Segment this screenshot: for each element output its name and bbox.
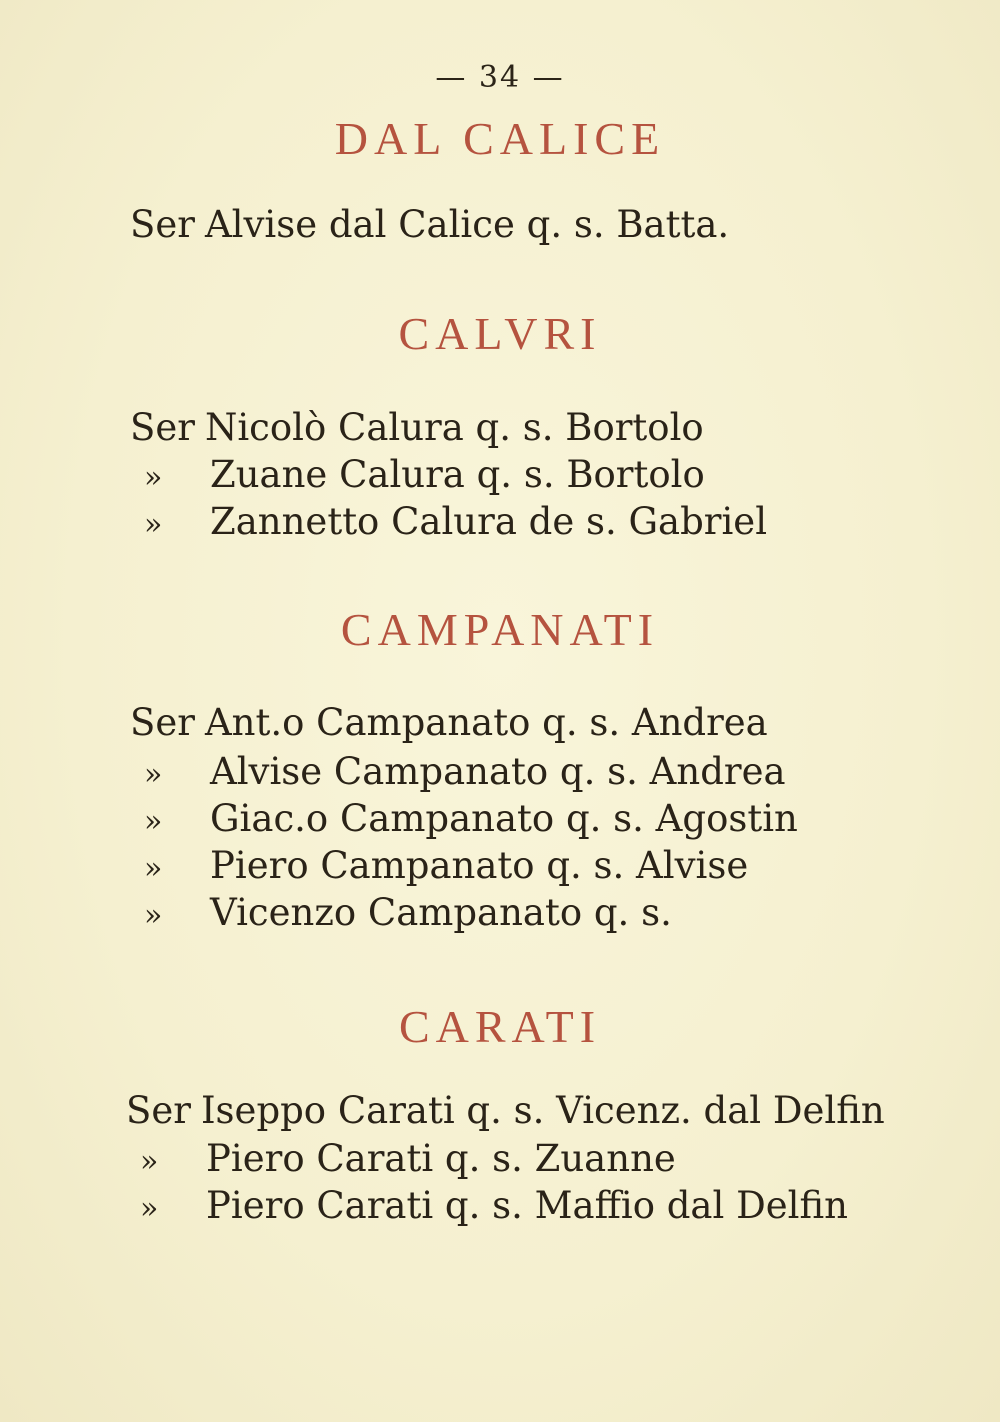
entry-name: Zannetto Calura de s. Gabriel	[210, 500, 768, 543]
section-heading-carati: CARATI	[398, 1001, 602, 1052]
entry-prefix: Ser	[130, 406, 195, 449]
ditto-mark: »	[140, 1191, 159, 1226]
entry-name: Vicenzo Campanato q. s.	[210, 891, 672, 934]
ditto-mark: »	[144, 898, 163, 933]
ditto-mark: »	[144, 851, 163, 886]
entry-name: Ant.o Campanato q. s. Andrea	[204, 701, 768, 744]
ditto-mark: »	[144, 460, 163, 495]
entry	[130, 405, 704, 451]
entry-name: Piero Carati q. s. Maffio dal Delfin	[206, 1184, 848, 1227]
entry-name: Zuane Calura q. s. Bortolo	[210, 453, 705, 496]
entry	[130, 499, 767, 548]
entry-prefix: Ser	[130, 203, 195, 246]
entry-name: Piero Campanato q. s. Alvise	[210, 844, 749, 887]
entry	[130, 452, 705, 501]
section-heading-dal-calice: DAL CALICE	[334, 113, 666, 164]
entry-prefix: Ser	[126, 1089, 191, 1132]
entry	[126, 1088, 885, 1134]
entry	[130, 890, 672, 939]
entry	[130, 843, 748, 892]
entry-name: Alvise Campanato q. s. Andrea	[210, 750, 786, 793]
entry	[130, 700, 768, 746]
section-heading-campanati: CAMPANATI	[340, 604, 660, 655]
entry-name: Giac.o Campanato q. s. Agostin	[210, 797, 798, 840]
ditto-mark: »	[144, 804, 163, 839]
entry-name: Piero Carati q. s. Zuanne	[206, 1137, 676, 1180]
entry	[130, 749, 786, 798]
entry-name: Nicolò Calura q. s. Bortolo	[204, 406, 704, 449]
section-heading-calvri: CALVRI	[398, 308, 602, 359]
entry	[126, 1183, 848, 1232]
ditto-mark: »	[144, 507, 163, 542]
entry-name: Alvise dal Calice q. s. Batta.	[204, 203, 730, 246]
entry-name: Iseppo Carati q. s. Vicenz. dal Delfin	[200, 1089, 885, 1132]
entry	[126, 1136, 676, 1185]
entry-prefix: Ser	[130, 701, 195, 744]
ditto-mark: »	[140, 1144, 159, 1179]
entry	[130, 202, 729, 248]
page-number: — 34 —	[435, 60, 565, 95]
ditto-mark: »	[144, 757, 163, 792]
entry	[130, 796, 798, 845]
